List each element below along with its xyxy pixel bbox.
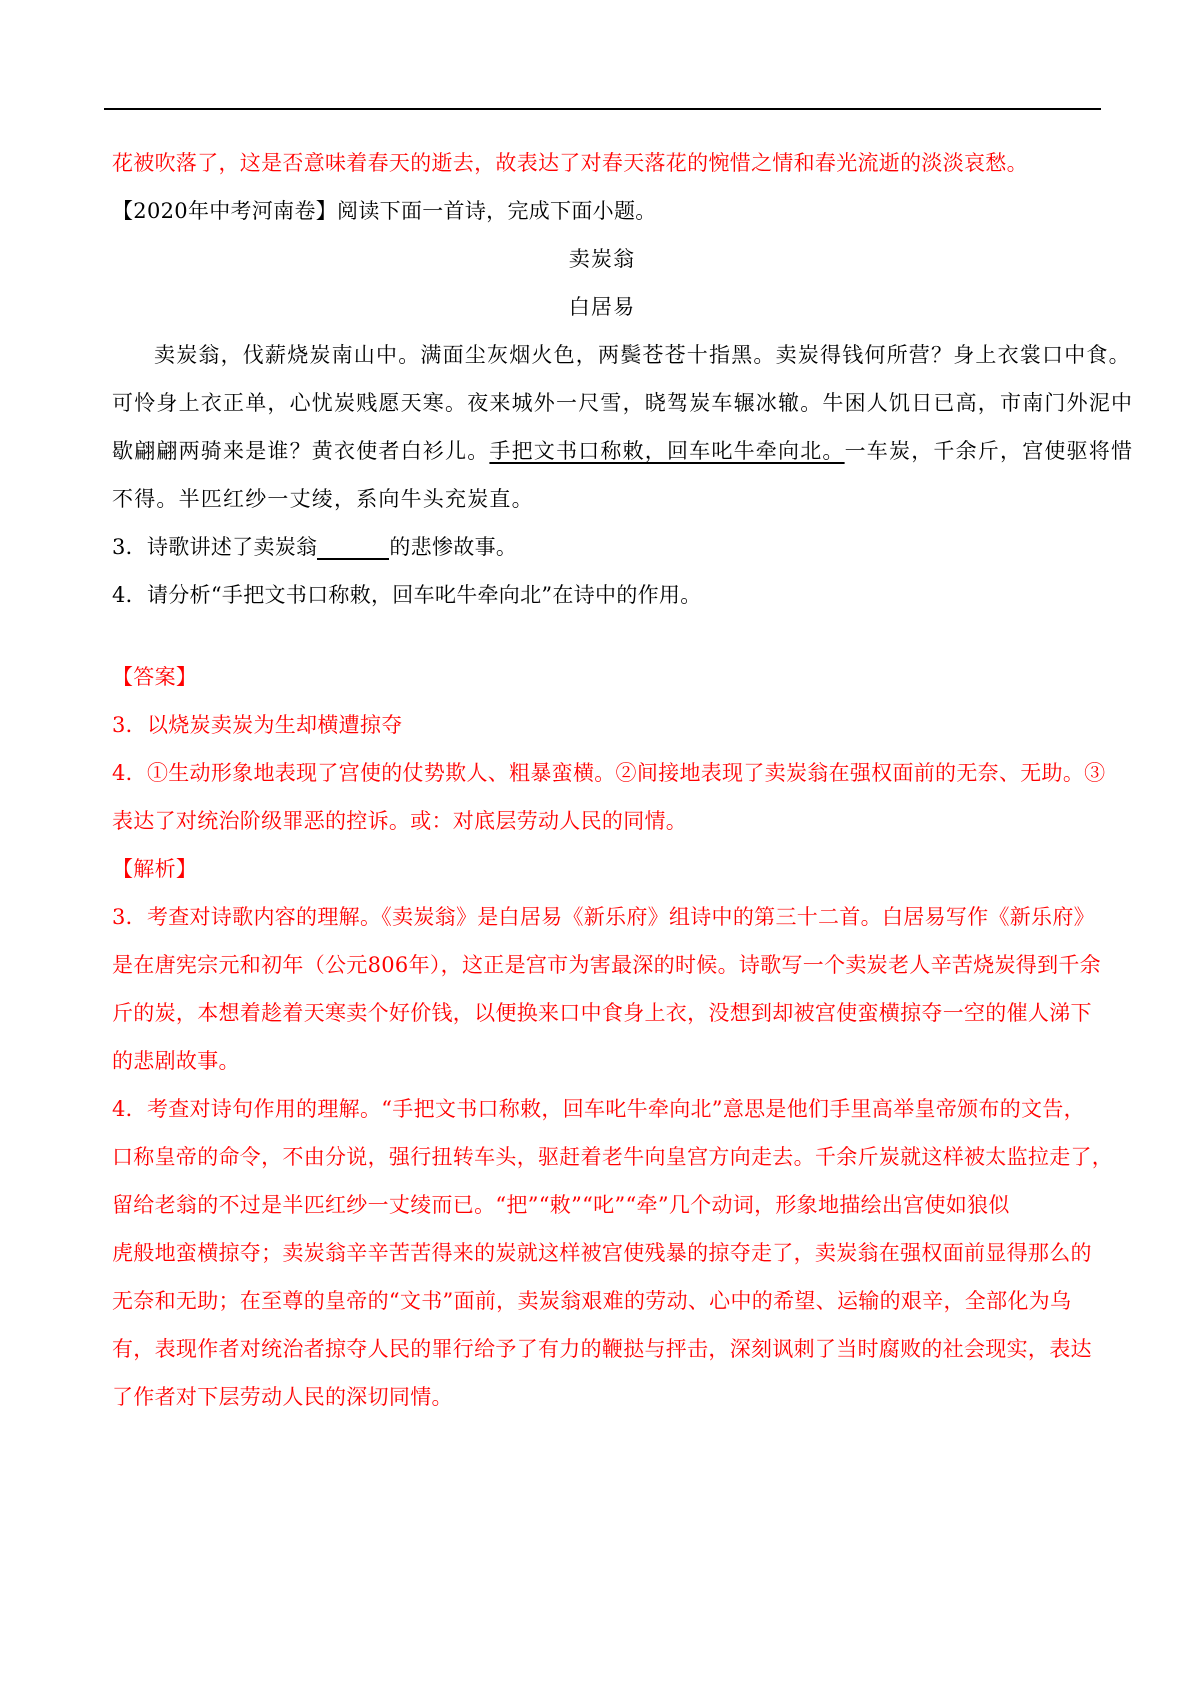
question-3 <box>112 530 1092 564</box>
poem-line: 卖炭翁，伐薪烧炭南山中。满面尘灰烟火色，两鬓苍苍十指黑。卖炭得钱何所营？身上衣裳口中食。 <box>154 343 1131 367</box>
poem-line-part: 一车炭，千余斤，宫使驱将惜 <box>844 439 1134 463</box>
question-3-text: 3．诗歌讲述了卖炭翁 <box>112 535 318 559</box>
answer-blank <box>317 536 389 560</box>
question-3-text-end: 的悲惨故事。 <box>389 535 518 559</box>
analysis-4-line: 无奈和无助；在至尊的皇帝的“文书”面前，卖炭翁艰难的劳动、心中的希望、运输的艰辛，全部化为乌 <box>112 1289 1072 1313</box>
poem-line: 可怜身上衣正单，心忧炭贱愿天寒。夜来城外一尺雪，晓驾炭车辗冰辙。牛困人饥日已高，市南门外泥中 <box>112 391 1134 415</box>
analysis-3-line: 的悲剧故事。 <box>112 1049 240 1073</box>
analysis-4-line: 4．考查对诗句作用的理解。“手把文书口称敕，回车叱牛牵向北”意思是他们手里高举皇帝颁布的文告， <box>112 1097 1085 1121</box>
question-intro: 【2020年中考河南卷】阅读下面一首诗，完成下面小题。 <box>112 199 657 223</box>
answer-3: 3．以烧炭卖炭为生却横遭掠夺 <box>112 713 403 737</box>
analysis-4-line: 虎般地蛮横掠夺；卖炭翁辛辛苦苦得来的炭就这样被宫使残暴的掠夺走了，卖炭翁在强权面前显得那么的 <box>112 1241 1092 1265</box>
analysis-4-line: 有，表现作者对统治者掠夺人民的罪行给予了有力的鞭挞与抨击，深刻讽刺了当时腐败的社会现实，表达 <box>112 1337 1092 1361</box>
analysis-3-line: 3．考查对诗歌内容的理解。《卖炭翁》是白居易《新乐府》组诗中的第三十二首。白居易写作《新乐府》 <box>112 905 1095 929</box>
spacer <box>112 626 1092 660</box>
analysis-4-line: 口称皇帝的命令，不由分说，强行扭转车头，驱赶着老牛向皇宫方向走去。千余斤炭就这样被太监拉走了， <box>112 1145 1114 1169</box>
analysis-3-line: 是在唐宪宗元和初年（公元806年），这正是宫市为害最深的时候。诗歌写一个卖炭老人辛苦烧炭得到千余 <box>112 953 1101 977</box>
poem-line: 不得。半匹红纱一丈绫，系向牛头充炭直。 <box>112 487 534 511</box>
poem-line-part: 歇翩翩两骑来是谁？黄衣使者白衫儿。 <box>112 439 490 463</box>
previous-answer-tail: 花被吹落了，这是否意味着春天的逝去，故表达了对春天落花的惋惜之情和春光流逝的淡淡哀愁。 <box>112 151 1028 175</box>
answer-heading: 【答案】 <box>112 665 198 689</box>
analysis-3-line: 斤的炭，本想着趁着天寒卖个好价钱，以便换来口中食身上衣，没想到却被宫使蛮横掠夺一空的催人涕下 <box>112 1001 1092 1025</box>
document-content <box>112 146 1134 1428</box>
analysis-4-line: 了作者对下层劳动人民的深切同情。 <box>112 1385 453 1409</box>
question-4: 4．请分析“手把文书口称敕，回车叱牛牵向北”在诗中的作用。 <box>112 583 702 607</box>
analysis-heading: 【解析】 <box>112 857 198 881</box>
poem-line <box>112 434 1134 468</box>
header-rule <box>104 108 1101 110</box>
underlined-verse: 手把文书口称敕，回车叱牛牵向北。 <box>489 439 845 463</box>
answer-4-line: 4．①生动形象地表现了宫使的仗势欺人、粗暴蛮横。②间接地表现了卖炭翁在强权面前的无奈、无助。③ <box>112 761 1106 785</box>
poem-title: 卖炭翁 <box>568 247 636 271</box>
poem-author: 白居易 <box>568 295 636 319</box>
analysis-4-line: 留给老翁的不过是半匹红纱一丈绫而已。“把”“敕”“叱”“牵”几个动词，形象地描绘出宫使如狼似 <box>112 1193 1010 1217</box>
answer-4-line: 表达了对统治阶级罪恶的控诉。或：对底层劳动人民的同情。 <box>112 809 688 833</box>
